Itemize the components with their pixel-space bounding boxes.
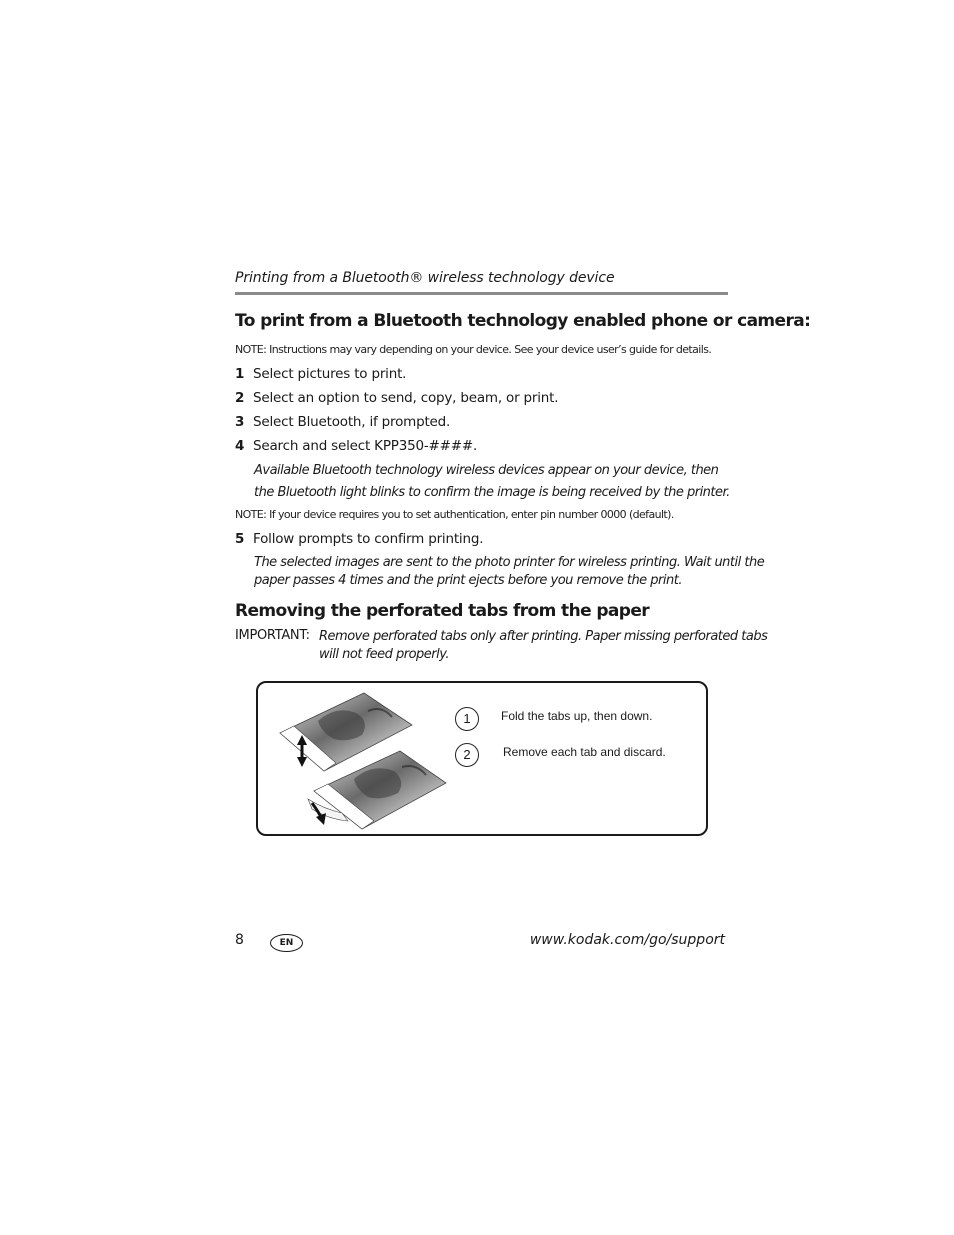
tab-removal-figure: [256, 681, 708, 836]
language-badge: EN: [270, 934, 303, 952]
callout-text-2: Remove each tab and discard.: [503, 745, 666, 759]
header-rule: [235, 292, 728, 295]
step-number: 2: [235, 390, 245, 406]
step-number: 5: [235, 531, 245, 547]
step-text: Select Bluetooth, if prompted.: [253, 414, 451, 430]
step-number: 1: [235, 366, 245, 382]
step-text: Select an option to send, copy, beam, or print.: [253, 390, 559, 406]
note-authentication: NOTE: If your device requires you to set authentication, enter pin number 0000 (default).: [235, 508, 674, 521]
step-2: [235, 390, 558, 406]
step-4-result-line-2: the Bluetooth light blinks to confirm the image is being received by the printer.: [254, 485, 730, 500]
callout-number-2: 2: [455, 743, 479, 767]
running-head: Printing from a Bluetooth® wireless technology device: [235, 270, 615, 286]
step-text: Follow prompts to confirm printing.: [253, 531, 484, 547]
tab-removal-illustration: [278, 691, 458, 831]
step-number: 4: [235, 438, 245, 454]
important-line-2: will not feed properly.: [319, 647, 450, 662]
support-url: www.kodak.com/go/support: [529, 932, 725, 948]
important-line-1: Remove perforated tabs only after printing. Paper missing perforated tabs: [319, 629, 768, 644]
step-5-result-line-1: The selected images are sent to the photo printer for wireless printing. Wait until the: [254, 555, 765, 570]
important-label: IMPORTANT:: [235, 628, 310, 643]
page-number: 8: [235, 932, 244, 948]
step-text: Select pictures to print.: [253, 366, 407, 382]
step-4-result-line-1: Available Bluetooth technology wireless devices appear on your device, then: [254, 463, 719, 478]
section-title-bluetooth: To print from a Bluetooth technology enabled phone or camera:: [235, 311, 811, 331]
note-instructions: NOTE: Instructions may vary depending on your device. See your device user’s guide for details.: [235, 343, 712, 356]
step-3: [235, 414, 450, 430]
step-number: 3: [235, 414, 245, 430]
important-text: [319, 628, 767, 664]
step-text: Search and select KPP350-####.: [253, 438, 478, 454]
step-5-result-line-2: paper passes 4 times and the print ejects before you remove the print.: [254, 573, 682, 588]
step-5: [235, 531, 483, 547]
step-1: [235, 366, 406, 382]
callout-text-1: Fold the tabs up, then down.: [501, 709, 653, 723]
section-title-perforated-tabs: Removing the perforated tabs from the paper: [235, 601, 650, 621]
step-4: [235, 438, 477, 454]
callout-number-1: 1: [455, 707, 479, 731]
